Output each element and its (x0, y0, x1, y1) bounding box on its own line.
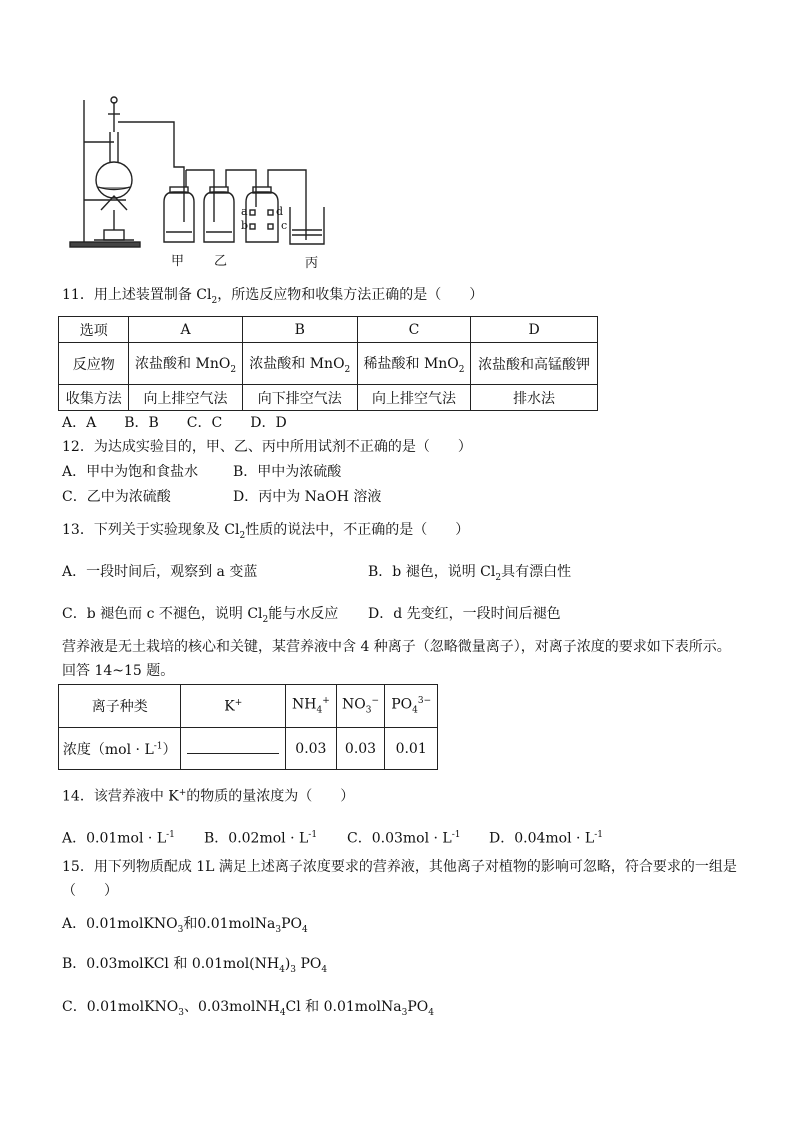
q14-stem: 14．该营养液中 K+的物质的量浓度为（ ） (62, 788, 355, 805)
q11-th-b: B (242, 317, 357, 343)
q13-option-c: C．b 褪色而 c 不褪色，说明 $Cl_2$能与水反应 (62, 606, 339, 625)
label-yi: 乙 (214, 254, 228, 269)
q11-method-d: 排水法 (471, 385, 598, 411)
q13-option-d: D．d 先变红，一段时间后褪色 (368, 606, 561, 622)
q11-stem: 11．用上述装置制备 $Cl_2$，所选反应物和收集方法正确的是（ ） (62, 287, 484, 306)
ion-nh4-value: 0.03 (286, 728, 337, 770)
q11-th-c: C (357, 317, 470, 343)
ion-row-label: 浓度$(mol \cdot L^{-1})$ (59, 728, 181, 770)
q11-method-b: 向下排空气法 (242, 385, 357, 411)
ion-no3-value: 0.03 (336, 728, 385, 770)
ion-k-blank[interactable] (181, 728, 286, 770)
q11-reactant-a: 浓盐酸和 MnO$_2$ (129, 343, 242, 385)
q11-th-0: 选项 (59, 317, 129, 343)
q11-method-c: 向上排空气法 (357, 385, 470, 411)
q11-th-d: D (471, 317, 598, 343)
q13-option-a: A．一段时间后，观察到 a 变蓝 (62, 564, 258, 580)
ion-th-species: 离子种类 (59, 685, 181, 728)
label-b: b (241, 219, 249, 232)
q11-row2-label: 收集方法 (59, 385, 129, 411)
ion-po4-value: 0.01 (385, 728, 438, 770)
label-c: c (281, 219, 288, 232)
intro-line-1: 营养液是无土栽培的核心和关键，某营养液中含 4 种离子（忽略微量离子），对离子浓度的要求如下表所示。 (62, 639, 731, 655)
q15-stem-1: 15．用下列物质配成 1L 满足上述离子浓度要求的营养液，其他离子对植物的影响可忽略，符合要求的一组是 (62, 859, 737, 875)
q15-option-a: A．0.01molKNO$_3$和$0.01molNa_3PO_4$ (62, 916, 308, 935)
q13-option-b: B．b 褪色，说明 $Cl_2$具有漂白性 (368, 564, 572, 583)
q11-reactant-b: 浓盐酸和 MnO$_2$ (242, 343, 357, 385)
label-bing: 丙 (305, 256, 319, 271)
label-a: a (241, 205, 248, 218)
q14-option-b: B．$0.02mol \cdot L^{-1}$ (204, 830, 318, 847)
q11-reactant-d: 浓盐酸和高锰酸钾 (471, 343, 598, 385)
ion-table (58, 684, 438, 770)
q12-option-d: D．丙中为 NaOH 溶液 (233, 489, 382, 505)
ion-th-k: K+ (181, 685, 286, 728)
q11-options: A．A B．B C．C D．D (62, 415, 287, 431)
q15-stem-2: （ ） (62, 883, 118, 899)
q14-option-a: A．$0.01mol \cdot L^{-1}$ (62, 830, 175, 847)
q14-option-c: C．$0.03mol \cdot L^{-1}$ (347, 830, 461, 847)
q12-option-c: C．乙中为浓硫酸 (62, 489, 171, 505)
ion-th-po4: $PO_4^{3-}$ (385, 685, 438, 728)
apparatus-figure (66, 92, 336, 272)
ion-th-nh4: $NH_4^+$ (286, 685, 337, 728)
q11-reactant-c: 稀盐酸和 MnO$_2$ (357, 343, 470, 385)
q15-option-c: C．0.01molKNO$_3$、0.03molNH$_4$Cl 和 $0.01molNa_3PO_4$ (62, 999, 434, 1018)
q12-option-b: B．甲中为浓硫酸 (233, 464, 342, 480)
label-jia: 甲 (171, 254, 185, 269)
q15-option-b: B．0.03molKCl 和 $0.01mol(NH_4)_3$ $PO_4$ (62, 956, 328, 975)
q12-stem: 12．为达成实验目的，甲、乙、丙中所用试剂不正确的是（ ） (62, 439, 472, 455)
label-d: d (276, 205, 284, 218)
q13-stem: 13．下列关于实验现象及 $Cl_2$性质的说法中，不正确的是（ ） (62, 522, 470, 541)
q12-option-a: A．甲中为饱和食盐水 (62, 464, 199, 480)
q11-row1-label: 反应物 (59, 343, 129, 385)
ion-th-no3: $NO_3^-$ (336, 685, 385, 728)
q11-th-a: A (129, 317, 242, 343)
q14-option-d: D．$0.04mol \cdot L^{-1}$ (489, 830, 604, 847)
q11-method-a: 向上排空气法 (129, 385, 242, 411)
intro-line-2: 回答 14~15 题。 (62, 663, 175, 679)
q11-table (58, 316, 598, 411)
